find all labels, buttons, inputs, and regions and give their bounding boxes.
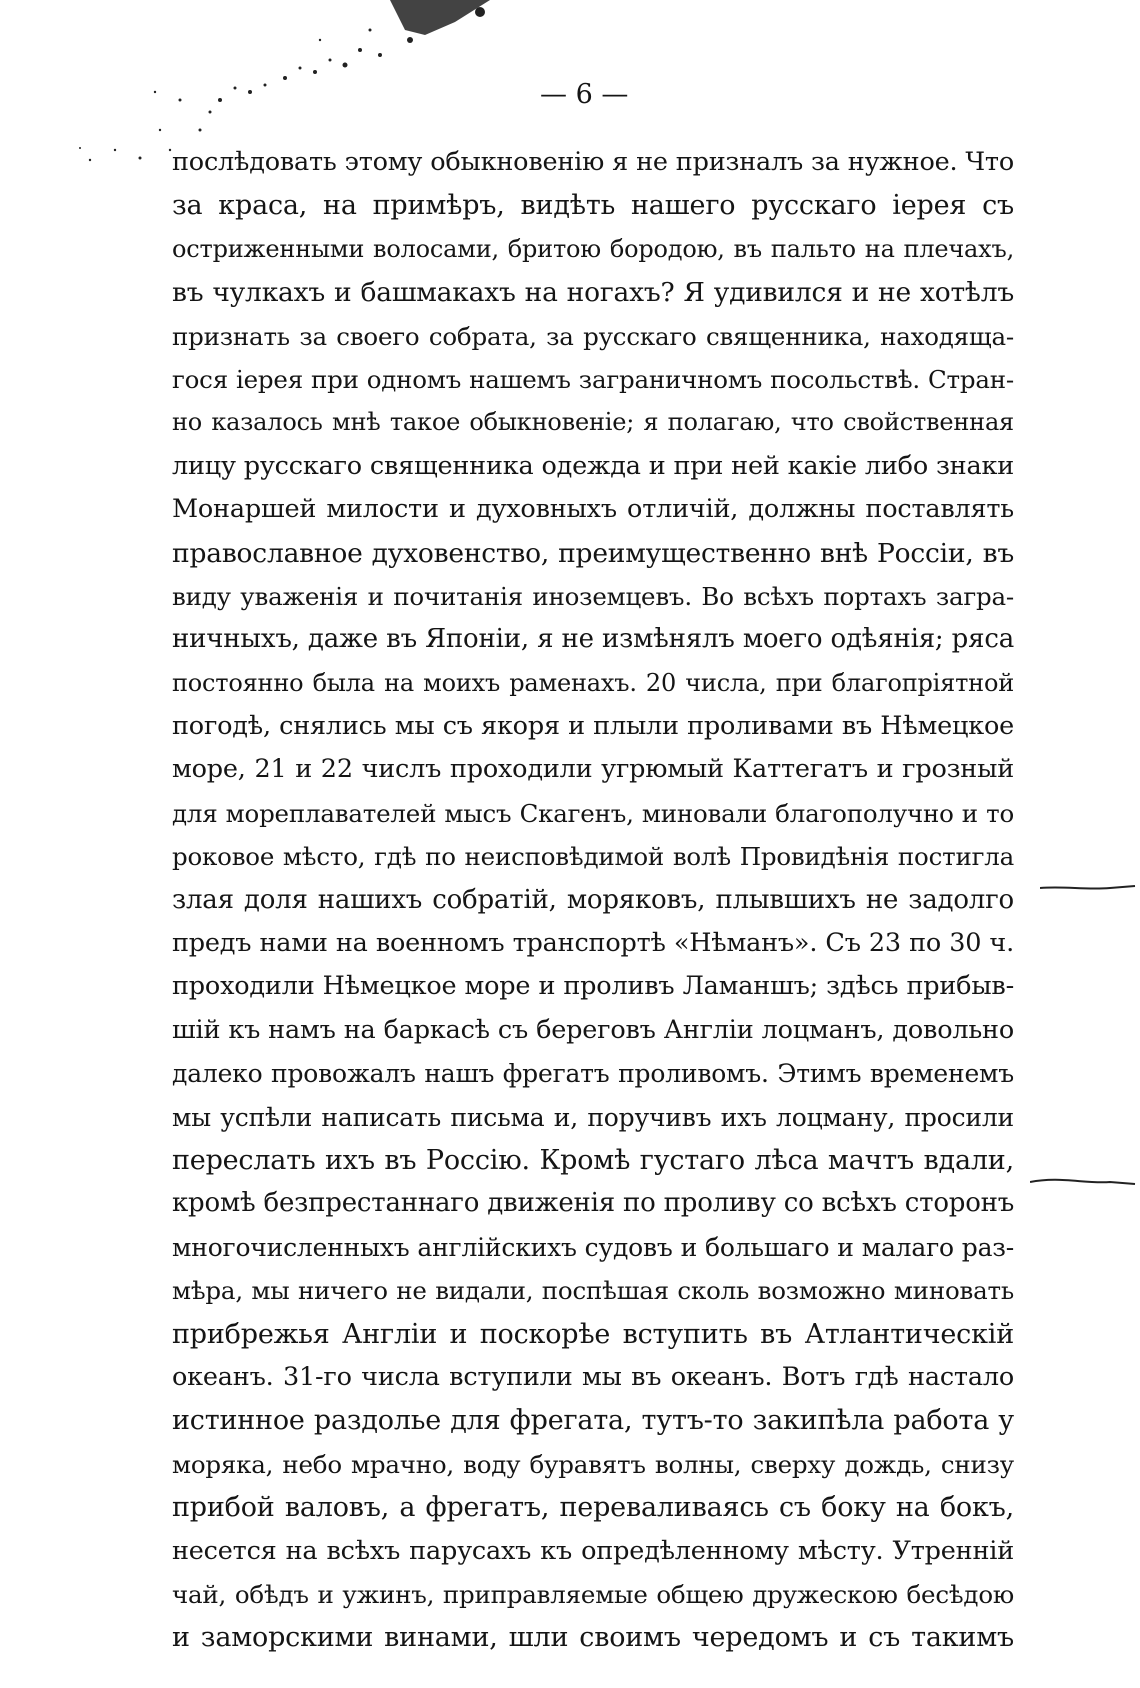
text-line: моряка, небо мрачно, воду буравятъ волны, сверху дождь, снизу	[172, 1449, 1014, 1479]
text-line: далеко провожалъ нашъ фрегатъ проливомъ. Этимъ временемъ	[172, 1059, 1014, 1089]
text-line: истинное раздолье для фрегата, тутъ-то закипѣла работа у	[172, 1405, 1014, 1437]
text-line: злая доля нашихъ собратій, моряковъ, плывшихъ не задолго	[172, 884, 1014, 915]
text-line: православное духовенство, преимущественно внѣ Россіи, въ	[172, 537, 1014, 569]
text-line: въ чулкахъ и башмакахъ на ногахъ? Я удивился и не хотѣлъ	[172, 277, 1014, 309]
text-line: за краса, на примѣръ, видѣть нашего русскаго іерея съ	[172, 190, 1014, 222]
text-line: несется на всѣхъ парусахъ къ опредѣленному мѣсту. Утренній	[172, 1535, 1014, 1566]
text-line: мѣра, мы ничего не видали, поспѣшая сколь возможно миновать	[172, 1276, 1014, 1306]
text-line: признать за своего собрата, за русскаго священника, находяща-	[172, 321, 1014, 351]
text-line: прибой валовъ, а фрегатъ, переваливаясь съ боку на бокъ,	[172, 1492, 1014, 1524]
scan-mark-right-2	[1030, 1162, 1140, 1202]
text-line: послѣдовать этому обыкновенію я не призналъ за нужное. Что	[172, 147, 1014, 177]
text-line: роковое мѣсто, гдѣ по неисповѣдимой волѣ Провидѣнія постигла	[172, 842, 1014, 872]
text-line: виду уваженія и почитанія иноземцевъ. Во всѣхъ портахъ загра-	[172, 581, 1014, 611]
text-line: постоянно была на моихъ раменахъ. 20 числа, при благопріятной	[172, 668, 1014, 697]
text-line: шій къ намъ на баркасѣ съ береговъ Англіи лоцманъ, довольно	[172, 1014, 1014, 1045]
text-line: ничныхъ, даже въ Японіи, я не измѣнялъ моего одѣянія; ряса	[172, 624, 1014, 655]
text-line: Монаршей милости и духовныхъ отличій, должны поставлять	[172, 494, 1014, 525]
text-line: гося іерея при одномъ нашемъ заграничномъ посольствѣ. Стран-	[172, 364, 1014, 394]
text-line: море, 21 и 22 числъ проходили угрюмый Каттегатъ и грозный	[172, 754, 1014, 785]
text-line: предъ нами на военномъ транспортѣ «Нѣманъ». Съ 23 по 30 ч.	[172, 928, 1014, 959]
text-line: для мореплавателей мысъ Скагенъ, миновали благополучно и то	[172, 798, 1014, 828]
text-line: проходили Нѣмецкое море и проливъ Ламаншъ; здѣсь прибыв-	[172, 971, 1014, 1002]
text-line: лицу русскаго священника одежда и при ней какіе либо знаки	[172, 450, 1014, 481]
scan-mark-right-1	[1040, 870, 1140, 910]
text-line: чай, обѣдъ и ужинъ, приправляемые общею дружескою бесѣдою	[172, 1579, 1014, 1609]
text-line: переслать ихъ въ Россію. Кромѣ густаго лѣса мачтъ вдали,	[172, 1144, 1014, 1176]
page-number: — 6 —	[540, 79, 629, 110]
text-line: и заморскими винами, шли своимъ чередомъ и съ такимъ	[172, 1622, 1014, 1654]
text-line: прибрежья Англіи и поскорѣе вступить въ Атлантическій	[172, 1318, 1014, 1350]
text-line: но казалось мнѣ такое обыкновеніе; я полагаю, что свойственная	[172, 408, 1014, 437]
text-line: многочисленныхъ англійскихъ судовъ и большаго и малаго раз-	[172, 1232, 1014, 1262]
text-line: погодѣ, снялись мы съ якоря и плыли проливами въ Нѣмецкое	[172, 711, 1014, 742]
text-line: кромѣ безпрестаннаго движенія по проливу со всѣхъ сторонъ	[172, 1188, 1015, 1219]
text-line: мы успѣли написать письма и, поручивъ ихъ лоцману, просили	[172, 1102, 1014, 1132]
text-line: океанъ. 31-го числа вступили мы въ океанъ. Вотъ гдѣ настало	[172, 1361, 1014, 1392]
body-text	[172, 141, 1014, 1660]
text-line: остриженными волосами, бритою бородою, въ пальто на плечахъ,	[172, 234, 1014, 263]
